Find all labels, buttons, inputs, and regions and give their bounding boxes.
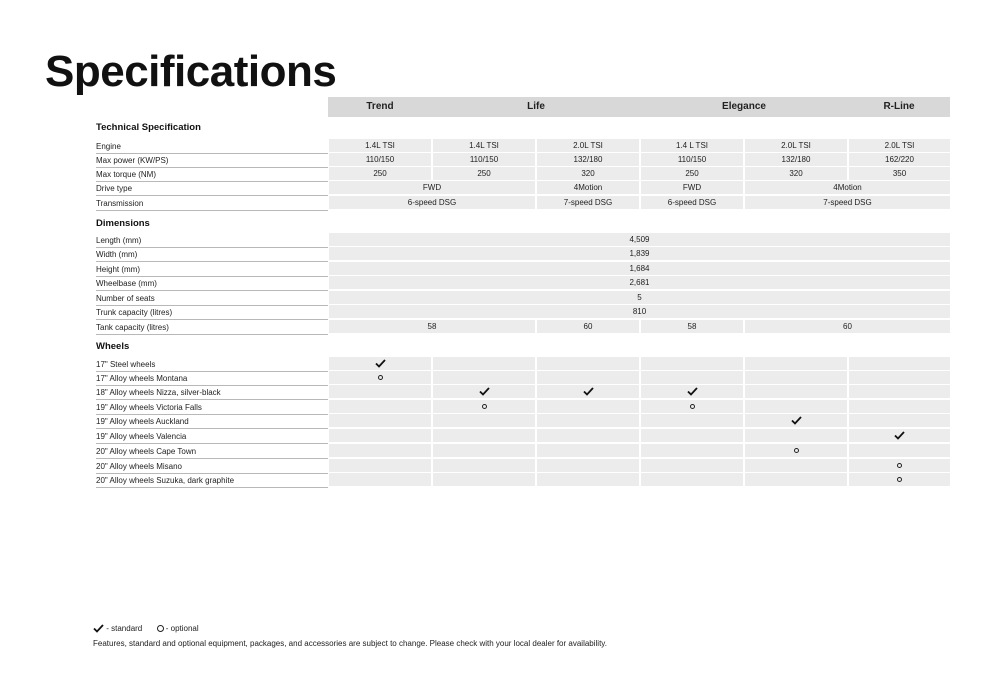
cell-torque: 250 — [641, 167, 743, 180]
wheel-cell — [433, 400, 535, 413]
wheel-cell — [641, 444, 743, 457]
standard-check-icon — [479, 387, 490, 396]
wheel-cell — [329, 400, 431, 413]
wheel-cell — [849, 371, 950, 384]
wheel-cell — [641, 400, 743, 413]
cell-height: 1,684 — [329, 262, 950, 275]
check-icon — [93, 624, 104, 633]
cell-torque: 250 — [433, 167, 535, 180]
wheel-cell — [849, 473, 950, 486]
cell-torque: 250 — [329, 167, 431, 180]
wheel-cell — [641, 429, 743, 442]
cell-drive: FWD — [641, 181, 743, 194]
cell-drive: 4Motion — [537, 181, 639, 194]
wheel-cell — [745, 473, 847, 486]
column-trend: Trend — [366, 101, 394, 112]
cell-power: 110/150 — [641, 153, 743, 166]
cell-width: 1,839 — [329, 247, 950, 260]
cell-engine: 1.4L TSI — [329, 139, 431, 152]
wheel-cell — [329, 429, 431, 442]
standard-check-icon — [375, 359, 386, 368]
wheel-cell — [537, 473, 639, 486]
cell-seats: 5 — [329, 291, 950, 304]
legend-optional: - optional — [165, 624, 199, 633]
column-life: Life — [527, 101, 545, 112]
row-label-width: Width (mm) — [96, 248, 328, 262]
standard-check-icon — [791, 416, 802, 425]
wheel-cell — [745, 371, 847, 384]
wheel-cell — [433, 371, 535, 384]
section-technical: Technical Specification — [96, 122, 201, 133]
cell-power: 110/150 — [433, 153, 535, 166]
wheel-cell — [849, 429, 950, 442]
wheel-cell — [537, 459, 639, 472]
wheel-row-label: 19" Alloy wheels Victoria Falls — [96, 401, 328, 415]
wheel-cell — [849, 385, 950, 398]
cell-engine: 1.4L TSI — [433, 139, 535, 152]
optional-circle-icon — [897, 463, 902, 468]
wheel-cell — [641, 459, 743, 472]
wheel-cell — [641, 473, 743, 486]
column-rline: R-Line — [883, 101, 915, 112]
wheel-row-label: 20" Alloy wheels Cape Town — [96, 445, 328, 459]
wheel-cell — [433, 429, 535, 442]
wheel-cell — [537, 414, 639, 427]
column-elegance: Elegance — [722, 101, 766, 112]
optional-circle-icon — [690, 404, 695, 409]
footnote: Features, standard and optional equipment, packages, and accessories are subject to change. Please check with your local dealer for availability. — [93, 639, 607, 648]
wheel-cell — [433, 357, 535, 370]
wheel-cell — [745, 459, 847, 472]
wheel-cell — [849, 444, 950, 457]
wheel-cell — [537, 371, 639, 384]
wheel-cell — [745, 385, 847, 398]
row-label-wheelbase: Wheelbase (mm) — [96, 277, 328, 291]
wheel-cell — [329, 385, 431, 398]
cell-drive: 4Motion — [745, 181, 950, 194]
row-label-length: Length (mm) — [96, 234, 328, 248]
wheel-cell — [745, 414, 847, 427]
cell-transmission: 6-speed DSG — [329, 196, 535, 209]
cell-transmission: 6-speed DSG — [641, 196, 743, 209]
wheel-cell — [641, 414, 743, 427]
standard-check-icon — [894, 431, 905, 440]
cell-tank: 58 — [329, 320, 535, 333]
wheel-cell — [745, 444, 847, 457]
wheel-cell — [537, 444, 639, 457]
optional-circle-icon — [482, 404, 487, 409]
cell-engine: 2.0L TSI — [745, 139, 847, 152]
wheel-row-label: 20" Alloy wheels Suzuka, dark graphite — [96, 474, 328, 488]
wheel-cell — [745, 429, 847, 442]
optional-circle-icon — [378, 375, 383, 380]
cell-transmission: 7-speed DSG — [537, 196, 639, 209]
row-label-tank: Tank capacity (litres) — [96, 321, 328, 335]
row-label-torque: Max torque (NM) — [96, 168, 328, 182]
row-label-power: Max power (KW/PS) — [96, 154, 328, 168]
wheel-cell — [537, 385, 639, 398]
wheel-row-label: 17" Alloy wheels Montana — [96, 372, 328, 386]
cell-power: 132/180 — [745, 153, 847, 166]
legend — [93, 623, 199, 635]
cell-trunk: 810 — [329, 305, 950, 318]
wheel-row-label: 20" Alloy wheels Misano — [96, 460, 328, 474]
cell-tank: 58 — [641, 320, 743, 333]
optional-circle-icon — [794, 448, 799, 453]
wheel-cell — [537, 400, 639, 413]
wheel-cell — [329, 444, 431, 457]
section-wheels: Wheels — [96, 341, 130, 352]
wheel-cell — [537, 357, 639, 370]
cell-transmission: 7-speed DSG — [745, 196, 950, 209]
wheel-cell — [329, 414, 431, 427]
cell-torque: 350 — [849, 167, 950, 180]
row-label-transmission: Transmission — [96, 197, 328, 211]
cell-tank: 60 — [537, 320, 639, 333]
wheel-cell — [849, 459, 950, 472]
wheel-row-label: 19" Alloy wheels Valencia — [96, 430, 328, 444]
wheel-cell — [745, 400, 847, 413]
wheel-cell — [641, 357, 743, 370]
wheel-cell — [329, 459, 431, 472]
wheel-cell — [641, 371, 743, 384]
row-label-drive: Drive type — [96, 182, 328, 196]
legend-standard: - standard — [106, 624, 143, 633]
cell-drive: FWD — [329, 181, 535, 194]
cell-wheelbase: 2,681 — [329, 276, 950, 289]
wheel-cell — [329, 357, 431, 370]
wheel-row-label: 18" Alloy wheels Nizza, silver-black — [96, 386, 328, 400]
wheel-cell — [745, 357, 847, 370]
cell-tank: 60 — [745, 320, 950, 333]
wheel-row-label: 17" Steel wheels — [96, 358, 328, 372]
wheel-cell — [433, 473, 535, 486]
page-title: Specifications — [45, 47, 337, 96]
wheel-cell — [433, 444, 535, 457]
wheel-cell — [329, 473, 431, 486]
row-label-height: Height (mm) — [96, 263, 328, 277]
cell-torque: 320 — [745, 167, 847, 180]
wheel-cell — [849, 414, 950, 427]
optional-circle-icon — [897, 477, 902, 482]
row-label-seats: Number of seats — [96, 292, 328, 306]
standard-check-icon — [583, 387, 594, 396]
cell-power: 132/180 — [537, 153, 639, 166]
wheel-cell — [329, 371, 431, 384]
wheel-row-label: 19" Alloy wheels Auckland — [96, 415, 328, 429]
cell-engine: 2.0L TSI — [849, 139, 950, 152]
cell-power: 110/150 — [329, 153, 431, 166]
cell-engine: 2.0L TSI — [537, 139, 639, 152]
wheel-cell — [641, 385, 743, 398]
wheel-cell — [849, 357, 950, 370]
cell-engine: 1.4 L TSI — [641, 139, 743, 152]
row-label-engine: Engine — [96, 140, 328, 154]
cell-power: 162/220 — [849, 153, 950, 166]
standard-check-icon — [687, 387, 698, 396]
wheel-cell — [849, 400, 950, 413]
wheel-cell — [537, 429, 639, 442]
section-dimensions: Dimensions — [96, 218, 150, 229]
wheel-cell — [433, 459, 535, 472]
row-label-trunk: Trunk capacity (litres) — [96, 306, 328, 320]
cell-length: 4,509 — [329, 233, 950, 246]
circle-icon — [157, 625, 164, 632]
wheel-cell — [433, 414, 535, 427]
cell-torque: 320 — [537, 167, 639, 180]
wheel-cell — [433, 385, 535, 398]
